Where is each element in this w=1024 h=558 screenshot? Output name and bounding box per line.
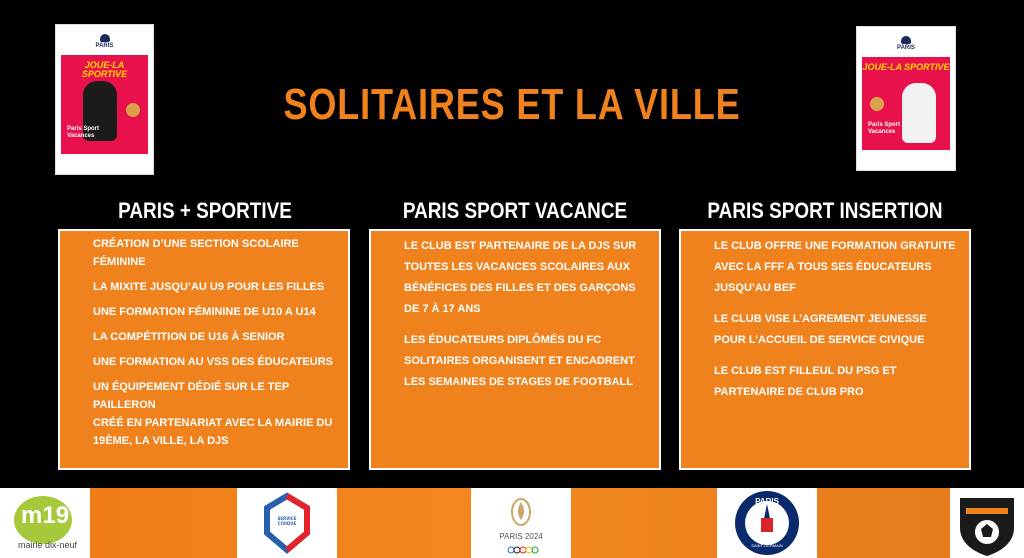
box-paris-sportive (58, 229, 350, 470)
mairie-mark: m19 (21, 502, 70, 529)
heading-paris-sport-insertion: PARIS SPORT INSERTION (707, 198, 943, 223)
club-crest-icon (950, 488, 1024, 558)
poster-city: PARIS (95, 43, 114, 49)
list-item: UN ÉQUIPEMENT DÉDIÉ SUR LE TEP PAILLERON CRÉÉ EN PARTENARIAT AVEC LA MAIRIE DU 19ÈME, LA VILLE, LA DJS (93, 381, 333, 447)
heading-paris-sport-vacance: PARIS SPORT VACANCE (402, 198, 628, 223)
poster-left (55, 24, 154, 175)
partner-logo-strip (0, 488, 1024, 558)
box-paris-sport-insertion (679, 229, 971, 470)
psg-bottom-text: SAINT-GERMAIN (751, 543, 783, 548)
list-item: LA COMPÉTITION DE U16 À SENIOR (93, 331, 285, 343)
list-item: UNE FORMATION AU VSS DES ÉDUCATEURS (93, 356, 333, 368)
ball-icon (870, 97, 884, 111)
heading-paris-sportive: PARIS + SPORTIVE (118, 198, 292, 223)
poster-campaign: Paris Sport Vacances (67, 126, 100, 139)
list-item: LE CLUB EST FILLEUL DU PSG ET PARTENAIRE DE CLUB PRO (714, 365, 897, 398)
poster-right (856, 26, 956, 171)
poster-artwork (61, 55, 148, 154)
logo-psg (717, 488, 817, 558)
page-title: SOLITAIRES ET LA VILLE (283, 80, 741, 129)
list-item: LA MIXITE JUSQU’AU U9 POUR LES FILLES (93, 281, 325, 293)
list-item: LE CLUB EST PARTENAIRE DE LA DJS SUR TOUTES LES VACANCES SCOLAIRES AUX BÉNÉFICES DES FILLES ET DES GARÇONS DE 7 À 17 ANS (404, 240, 637, 315)
logo-service-civique (237, 488, 337, 558)
logo-fc-solitaires (950, 488, 1024, 558)
psg-top-text: PARIS (755, 497, 779, 506)
mairie-caption: mairie dix-neuf (18, 540, 78, 550)
box-paris-sport-vacance (369, 229, 661, 470)
logo-mairie-19 (0, 488, 90, 558)
poster-artwork (862, 57, 950, 150)
paris-2024-caption: PARIS 2024 (499, 532, 543, 541)
logo-paris-2024 (471, 488, 571, 558)
poster-city: PARIS (897, 45, 915, 51)
list-item: LE CLUB VISE L’AGREMENT JEUNESSE POUR L’ACCUEIL DE SERVICE CIVIQUE (714, 313, 927, 346)
service-civique-caption: SERVICE CIVIQUE (277, 516, 297, 526)
list-item: UNE FORMATION FÉMININE DE U10 A U14 (93, 306, 316, 318)
poster-campaign: Paris Sport Vacances (868, 122, 901, 135)
ball-icon (126, 103, 140, 117)
poster-headline: JOUE-LA SPORTIVE (862, 62, 950, 72)
paris-logo-icon (901, 36, 911, 44)
athlete-figure-icon (902, 83, 936, 143)
paris-logo-icon (100, 34, 110, 42)
poster-headline: JOUE-LA SPORTIVE (81, 60, 128, 79)
list-item: LES ÉDUCATEURS DIPLÔMÉS DU FC SOLITAIRES ORGANISENT ET ENCADRENT LES SEMAINES DE STAGES DE FOOTBALL (404, 334, 635, 388)
paris-2024-flame-icon (471, 488, 571, 558)
list-item: CRÉATION D’UNE SECTION SCOLAIRE FÉMININE (93, 238, 299, 268)
list-item: LE CLUB OFFRE UNE FORMATION GRATUITE AVEC LA FFF A TOUS SES ÉDUCATEURS JUSQU’AU BEF (714, 240, 956, 294)
